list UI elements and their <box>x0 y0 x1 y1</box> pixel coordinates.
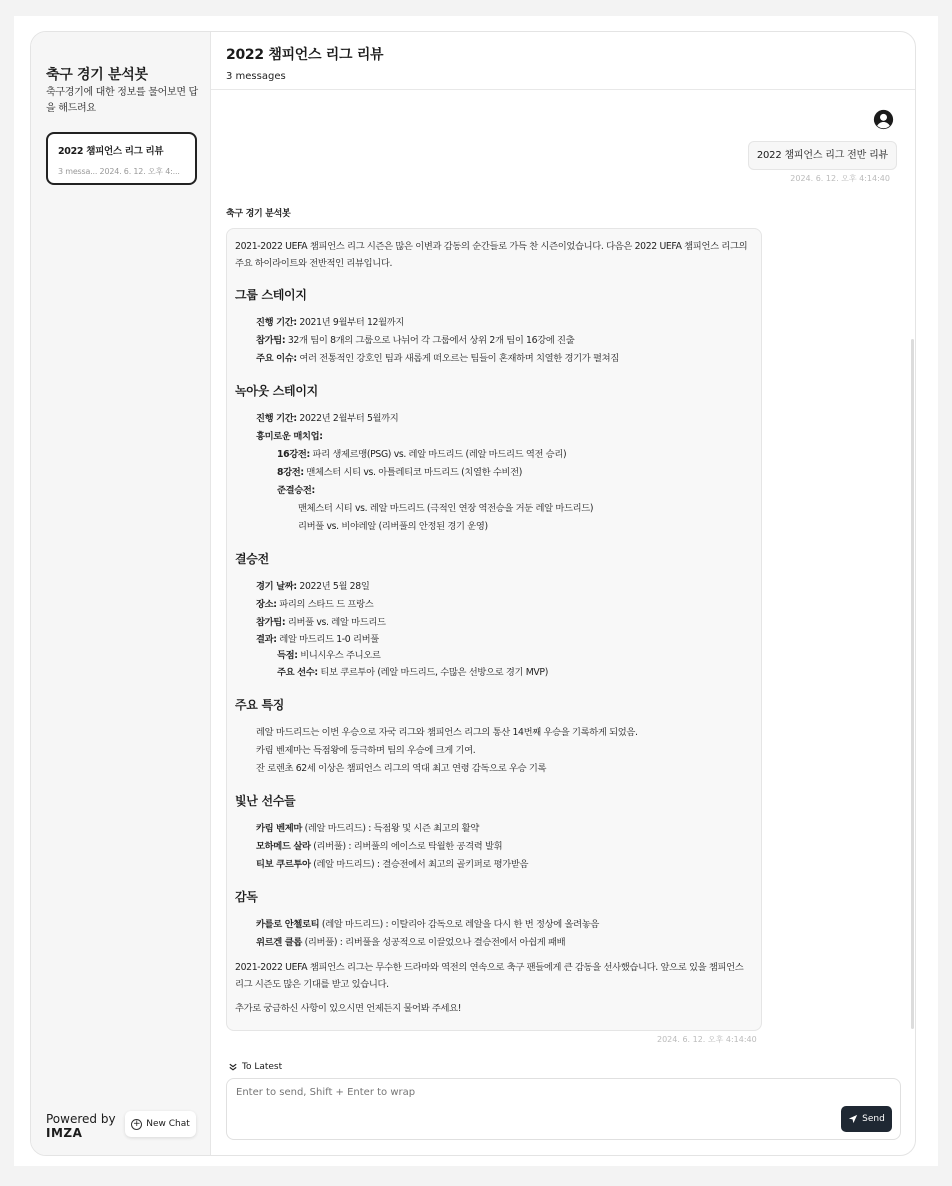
list-item: 참가팀: 32개 팀이 8개의 그룹으로 나뉘어 각 그룹에서 상위 2개 팀이 16강에 진출 <box>256 335 575 346</box>
list-item: 카림 벤제마 (레알 마드리드) : 득점왕 및 시즌 최고의 활약 <box>256 823 479 834</box>
app-title: 축구 경기 분석봇 <box>46 67 148 83</box>
message-count: 3 messages <box>226 71 286 82</box>
list-item: 레알 마드리드는 이번 우승으로 자국 리그와 챔피언스 리그의 통산 14번째 우승을 기록하게 되었음. <box>256 727 638 738</box>
list-item: 참가팀: 리버풀 vs. 레알 마드리드 <box>256 617 386 628</box>
double-chevron-down-icon <box>229 1063 237 1071</box>
list-item: 리버풀 vs. 비야레알 (리버풀의 안정된 경기 운영) <box>298 521 488 532</box>
chat-list-item[interactable] <box>46 132 197 185</box>
chat-header <box>211 32 915 90</box>
section-title: 감독 <box>235 890 258 904</box>
bot-outro: 2021-2022 UEFA 챔피언스 리그는 무수한 드라마와 역전의 연속으로 축구 팬들에게 큰 감동을 선사했습니다. 앞으로 있을 챔피언스 리그 시즌도 많은 기대를 받고 있습니다. <box>235 962 744 990</box>
section-title: 주요 특징 <box>235 698 285 712</box>
section-title: 결승전 <box>235 552 269 566</box>
chat-app <box>30 31 916 1156</box>
list-item: 준결승전: <box>277 485 315 496</box>
list-item: 득점: 비니시우스 주니오르 <box>277 650 381 661</box>
to-latest-label: To Latest <box>242 1062 283 1072</box>
chat-list-item-title: 2022 챔피언스 리그 리뷰 <box>58 146 164 157</box>
list-item: 경기 날짜: 2022년 5월 28일 <box>256 581 370 592</box>
user-message-time: 2024. 6. 12. 오후 4:14:40 <box>790 174 890 183</box>
list-item: 흥미로운 매치업: <box>256 431 323 442</box>
scrollbar[interactable] <box>911 339 914 1029</box>
list-item: 카림 벤제마는 득점왕에 등극하며 팀의 우승에 크게 기여. <box>256 745 476 756</box>
bot-closing: 추가로 궁금하신 사항이 있으시면 언제든지 물어봐 주세요! <box>235 1003 462 1014</box>
list-item: 티보 쿠르투아 (레알 마드리드) : 결승전에서 최고의 골키퍼로 평가받음 <box>256 859 529 870</box>
app-subtitle: 축구경기에 대한 정보를 물어보면 답을 해드려요 <box>46 87 198 114</box>
list-item: 맨체스터 시티 vs. 레알 마드리드 (극적인 연장 역전승을 거둔 레알 마드리드) <box>298 503 594 514</box>
section-title: 빛난 선수들 <box>235 794 296 808</box>
plus-circle-icon: + <box>132 1118 141 1129</box>
chat-list-item-meta: 3 messa... 2024. 6. 12. 오후 4:... <box>58 167 180 176</box>
send-button[interactable] <box>841 1106 892 1132</box>
bot-message <box>226 228 762 1031</box>
list-item: 결과: 레알 마드리드 1-0 리버풀 <box>256 634 379 645</box>
list-item: 주요 선수: 티보 쿠르투아 (레알 마드리드, 수많은 선방으로 경기 MVP) <box>277 667 548 678</box>
section-title: 그룹 스테이지 <box>235 288 307 302</box>
chat-title: 2022 챔피언스 리그 리뷰 <box>226 47 384 63</box>
list-item: 장소: 파리의 스타드 드 프랑스 <box>256 599 374 610</box>
list-item: 모하메드 살라 (리버풀) : 리버풀의 에이스로 탁월한 공격력 발휘 <box>256 841 503 852</box>
sidebar <box>31 32 211 1155</box>
composer <box>226 1078 901 1140</box>
user-circle-icon <box>873 109 894 130</box>
section-title: 녹아웃 스테이지 <box>235 384 318 398</box>
list-item: 위르겐 클롭 (리버풀) : 리버풀을 성공적으로 이끌었으나 결승전에서 아쉽게 패배 <box>256 937 566 948</box>
bot-intro: 2021-2022 UEFA 챔피언스 리그 시즌은 많은 이변과 감동의 순간들로 가득 찬 시즌이었습니다. 다음은 2022 UEFA 챔피언스 리그의 주요 하이라이트와 전반적인 리뷰입니다. <box>235 241 748 269</box>
new-chat-button[interactable] <box>125 1111 196 1137</box>
list-item: 주요 이슈: 여러 전통적인 강호인 팀과 새롭게 떠오르는 팀들이 혼재하며 치열한 경기가 펼쳐짐 <box>256 353 619 364</box>
bot-name: 축구 경기 분석봇 <box>226 209 291 219</box>
message-list[interactable] <box>211 91 916 1046</box>
message-input[interactable] <box>236 1087 796 1107</box>
new-chat-label: New Chat <box>146 1119 190 1129</box>
powered-by <box>46 1112 116 1140</box>
to-latest-button[interactable] <box>229 1062 282 1072</box>
list-item: 진행 기간: 2021년 9월부터 12월까지 <box>256 317 404 328</box>
send-label: Send <box>862 1114 885 1124</box>
list-item: 16강전: 파리 생제르맹(PSG) vs. 레알 마드리드 (레알 마드리드 역전 승리) <box>277 449 567 460</box>
list-item: 카를로 안첼로티 (레알 마드리드) : 이탈리아 감독으로 레알을 다시 한 번 정상에 올려놓음 <box>256 919 599 930</box>
list-item: 잔 로렌초 62세 이상은 챔피언스 리그의 역대 최고 연령 감독으로 우승 기록 <box>256 763 547 774</box>
brand-logo: IMZA <box>46 1126 83 1140</box>
powered-by-label: Powered by <box>46 1112 116 1126</box>
bot-message-time: 2024. 6. 12. 오후 4:14:40 <box>657 1035 757 1044</box>
page-frame <box>14 16 938 1166</box>
chat-main <box>211 32 915 1155</box>
list-item: 8강전: 맨체스터 시티 vs. 아틀레티코 마드리드 (치열한 수비전) <box>277 467 523 478</box>
list-item: 진행 기간: 2022년 2월부터 5월까지 <box>256 413 399 424</box>
user-message: 2022 챔피언스 리그 전반 리뷰 <box>748 141 897 170</box>
send-arrow-icon <box>848 1114 858 1124</box>
